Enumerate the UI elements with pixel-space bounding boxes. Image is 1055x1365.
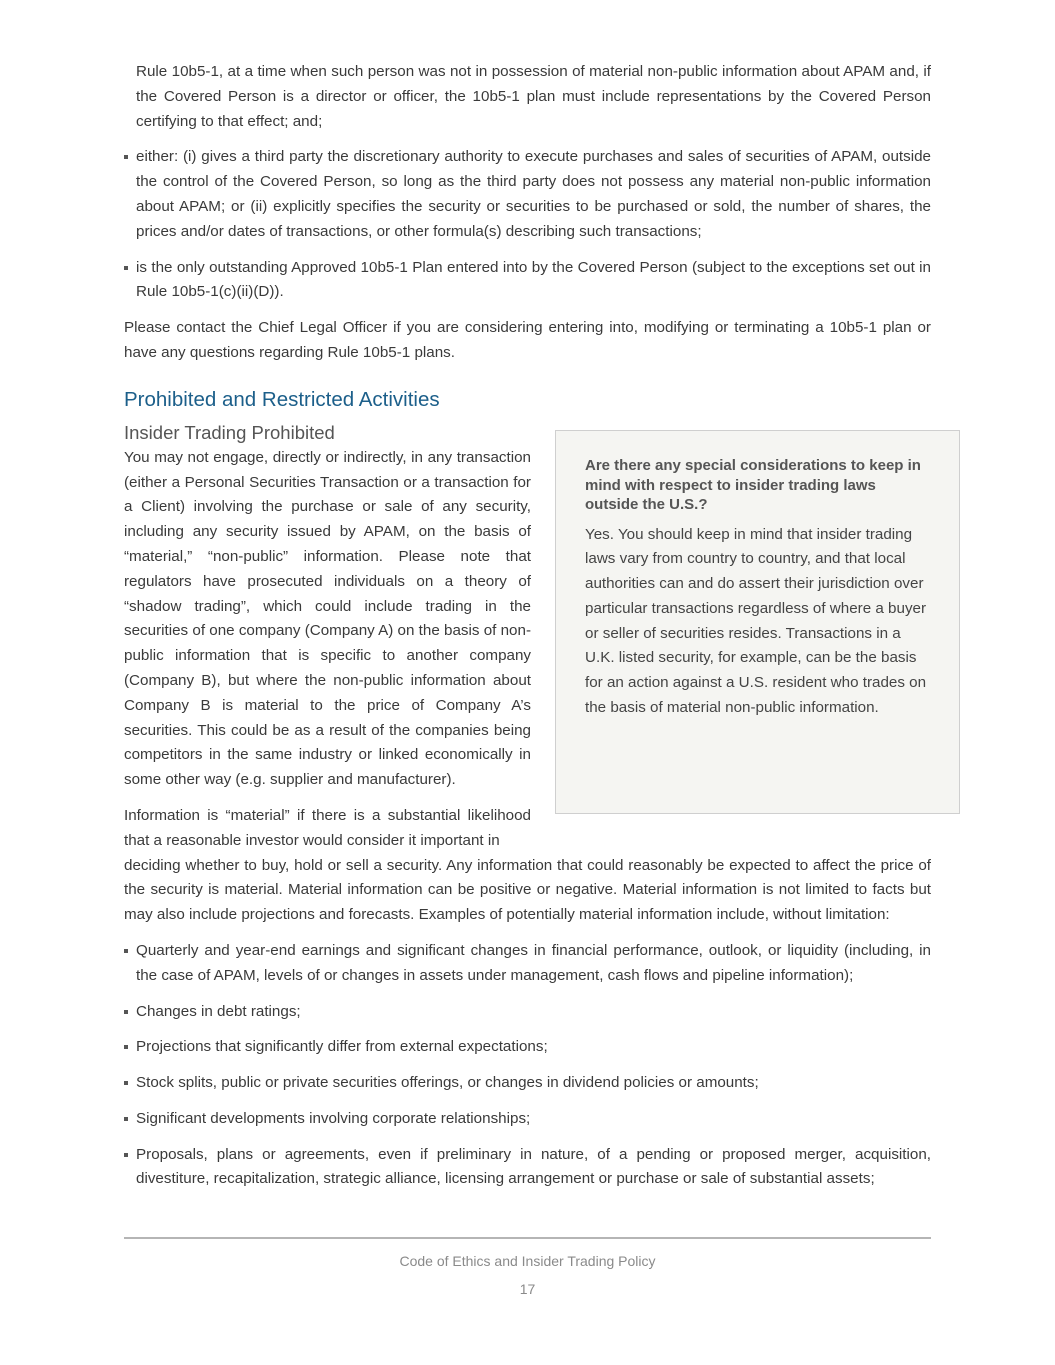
contact-paragraph: Please contact the Chief Legal Officer if you are considering entering into, modifying or terminating a 10b5-1 plan or have any questions regarding Rule 10b5-1 plans. — [124, 319, 931, 361]
list-item: Proposals, plans or agreements, even if preliminary in nature, of a pending or proposed merger, acquisition, divestiture, recapitalization, strategic alliance, licensing arrangement or purchase or sale of substantial assets; — [124, 1143, 931, 1193]
continuation-paragraph: Rule 10b5-1, at a time when such person was not in possession of material non-public information about APAM and, if the Covered Person is a director or officer, the 10b5-1 plan must include representations by the Covered Person certifying to that effect; and; — [136, 63, 931, 130]
bullet-icon — [124, 1117, 128, 1121]
footer-title: Code of Ethics and Insider Trading Policy — [399, 1253, 656, 1269]
list-item: Changes in debt ratings; — [124, 1000, 931, 1025]
list-item: either: (i) gives a third party the discretionary authority to execute purchases and sales of securities of APAM, outside the control of the Covered Person, so long as the third party does not possess any material non-public information about APAM; or (ii) explicitly specifies the security or securities to be purchased or sold, the number of shares, the prices and/or dates of transactions, or other formula(s) describing such transactions; — [124, 145, 931, 244]
subsection-heading: Insider Trading Prohibited — [124, 421, 335, 443]
list-item: Quarterly and year-end earnings and significant changes in financial performance, outlook, or liquidity (including, in the case of APAM, levels of or changes in assets under management, cash flows and pipeline information); — [124, 939, 931, 989]
material-definition-paragraph-start: Information is “material” if there is a substantial likelihood that a reasonable investor would consider it important in — [124, 806, 531, 849]
bullet-icon — [124, 1045, 128, 1049]
insider-trading-paragraph: You may not engage, directly or indirectly, in any transaction (either a Personal Securities Transaction or a transaction for a Client) involving the purchase or sale of any security, including any security issued by APAM, on the basis of “material,” “non-public” information. Please note that regulators have prosecuted individuals on a theory of “shadow trading”, which could include trading in the securities of one company (Company A) on the basis of non-public information that is specific to another company (Company B), but where the non-public information about Company B is material to the price of Company A’s securities. This could be as a result of the companies being competitors in the same industry or linked economically in some other way (e.g. supplier and manufacturer). — [124, 448, 531, 789]
list-item: Projections that significantly differ from external expectations; — [124, 1035, 931, 1060]
footer-divider — [124, 1237, 931, 1239]
callout-question: Are there any special considerations to keep in mind with respect to insider trading laws outside the U.S.? — [585, 457, 921, 513]
material-definition-paragraph-cont: deciding whether to buy, hold or sell a security. Any information that could reasonably be expected to affect the price of the security is material. Material information can be positive or negative. Material information is not limited to facts but may also include projections and forecasts. Examples of potentially material information include, without limitation: — [124, 856, 931, 924]
bullet-icon — [124, 1010, 128, 1014]
section-heading: Prohibited and Restricted Activities — [124, 387, 440, 411]
faq-callout-box — [555, 430, 960, 814]
callout-answer: Yes. You should keep in mind that insider trading laws vary from country to country, and that local authorities can and do assert their jurisdiction over particular transactions regardless of where a buyer or seller of securities resides. Transactions in a U.K. listed security, for example, can be the basis for an action against a U.S. resident who trades on the basis of material non-public information. — [585, 525, 927, 717]
page-number: 17 — [519, 1281, 536, 1297]
list-item: Significant developments involving corporate relationships; — [124, 1107, 931, 1132]
list-item: is the only outstanding Approved 10b5-1 Plan entered into by the Covered Person (subject to the exceptions set out in Rule 10b5-1(c)(ii)(D)). — [124, 256, 931, 306]
bullet-icon — [124, 266, 128, 270]
bullet-icon — [124, 155, 128, 159]
bullet-icon — [124, 949, 128, 953]
list-item: Stock splits, public or private securities offerings, or changes in dividend policies or amounts; — [124, 1071, 931, 1096]
bullet-icon — [124, 1081, 128, 1085]
bullet-icon — [124, 1153, 128, 1157]
